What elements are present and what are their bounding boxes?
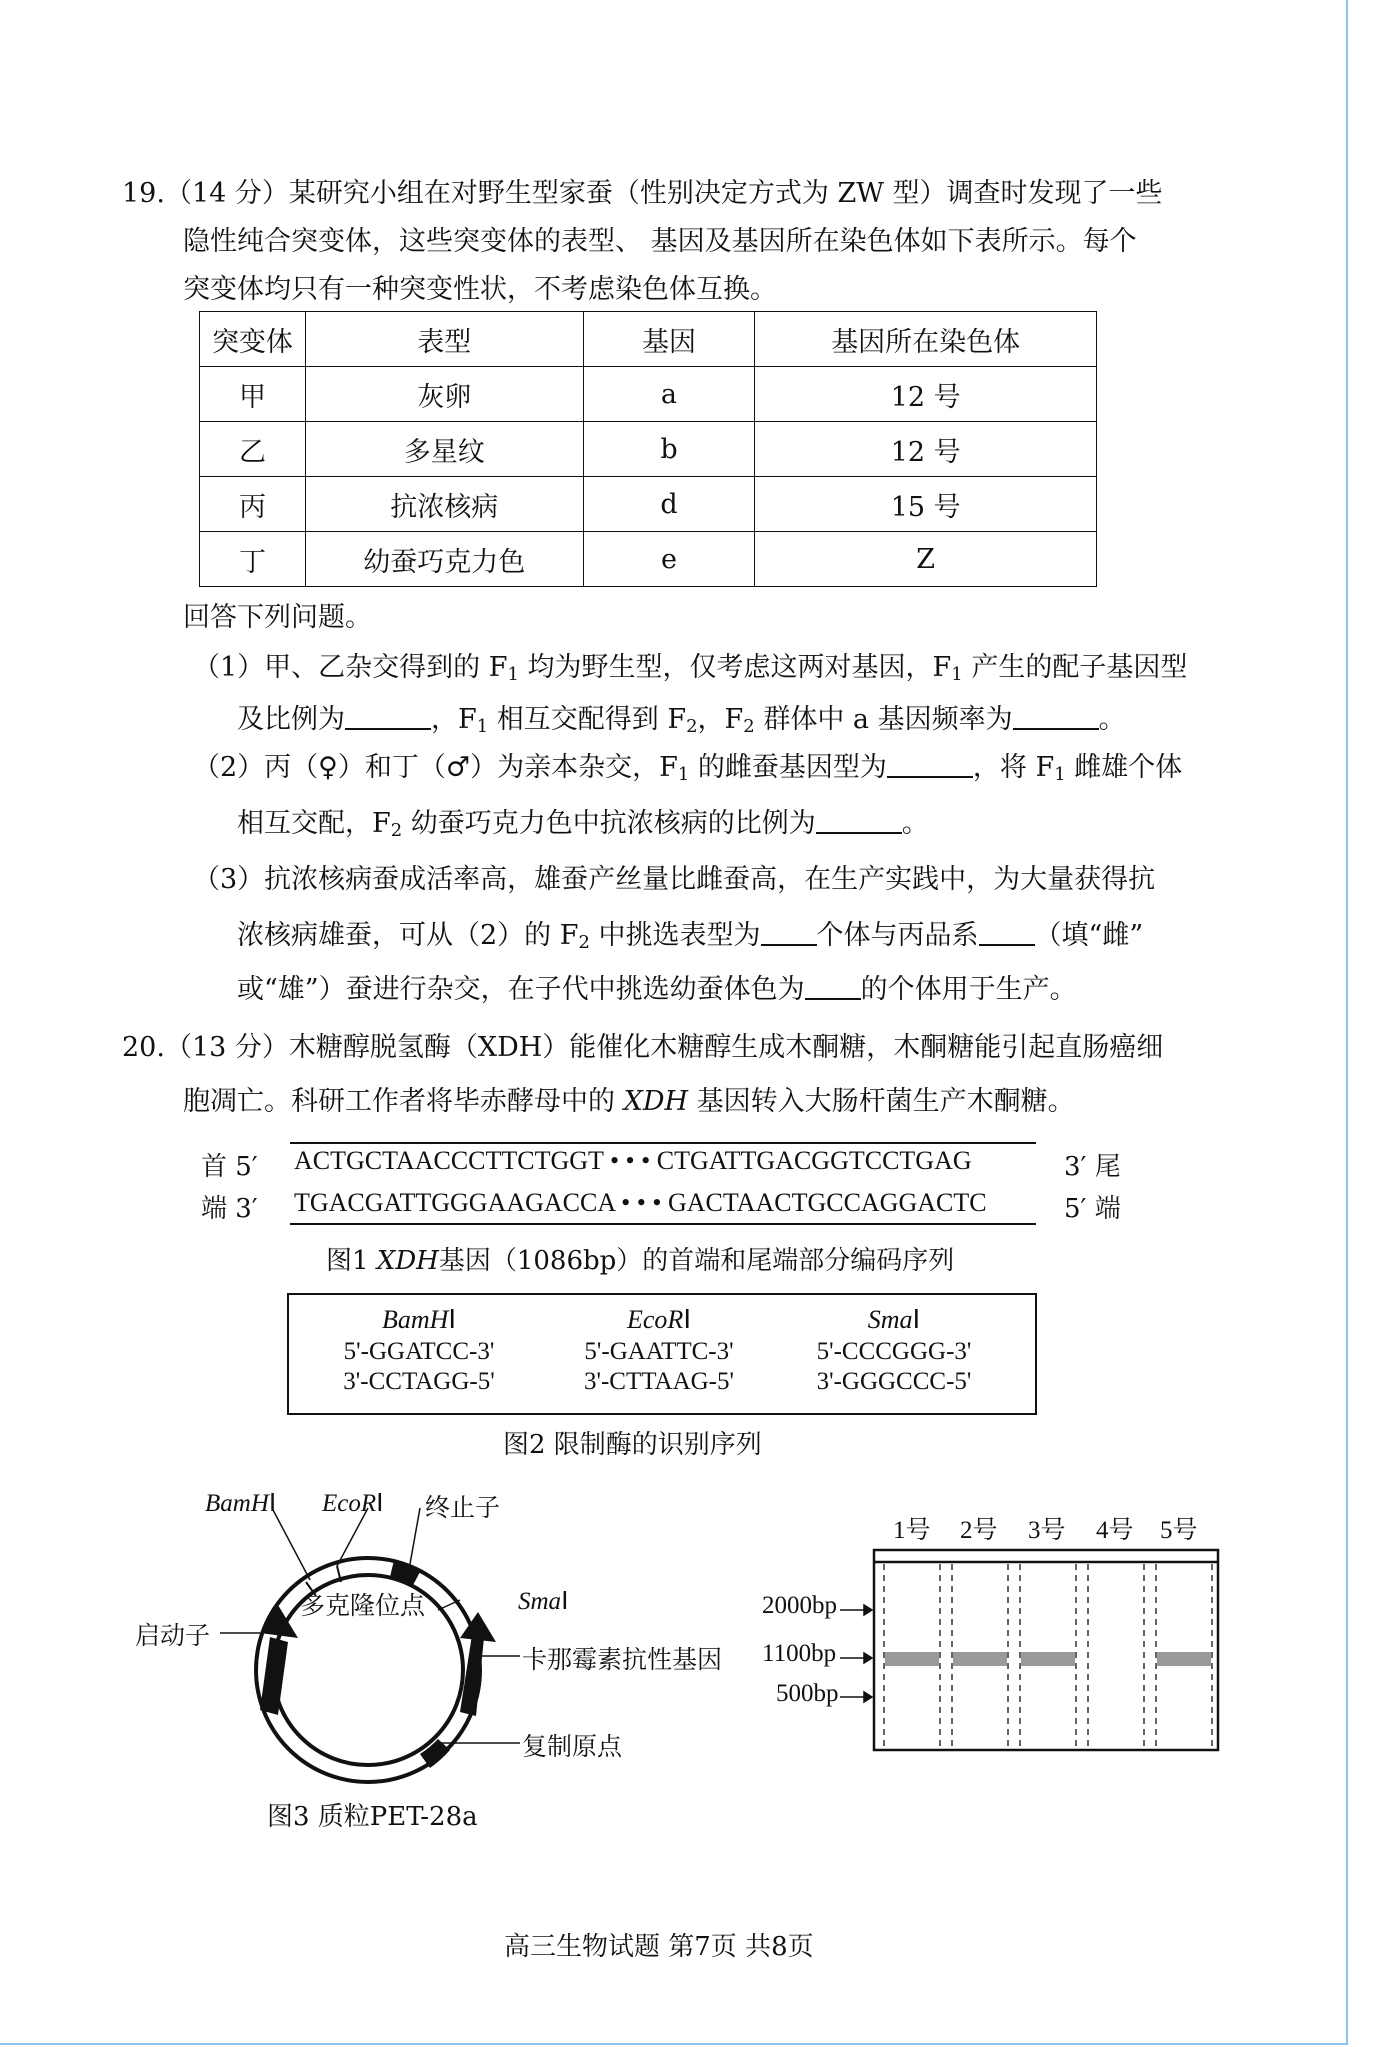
q19-prompt: 回答下列问题。 xyxy=(183,602,372,633)
table-row xyxy=(200,477,1097,532)
table-cell: 甲 xyxy=(200,367,306,422)
q19-line-1: 19.（14 分）某研究小组在对野生型家蚕（性别决定方式为 ZW 型）调查时发现了一些 xyxy=(122,178,1163,209)
subscript: 2 xyxy=(390,820,403,841)
text-run: 个体与丙品系 xyxy=(816,920,979,951)
answer-blank[interactable] xyxy=(979,918,1035,946)
enzyme-numeral: Ⅰ xyxy=(448,1305,457,1334)
text-run: 浓核病雄蚕，可从（2）的 F xyxy=(237,920,579,951)
table-row xyxy=(200,422,1097,477)
promoter-label: 启动子 xyxy=(135,1623,211,1650)
q19-part2-line2 xyxy=(237,800,929,855)
table-cell: Z xyxy=(755,532,1097,587)
ori-label: 复制原点 xyxy=(522,1734,623,1761)
fig1-bottom-strand: TGACGATTGGGAAGACCA • • • GACTAACTGCCAGGACTC xyxy=(294,1188,987,1217)
table-cell: 乙 xyxy=(200,422,306,477)
text-run: 基因（1086bp）的首端和尾端部分编码序列 xyxy=(438,1246,955,1276)
table-cell: 灰卵 xyxy=(305,367,583,422)
fig1-bottom-strand-line xyxy=(290,1223,1036,1225)
enzyme-seq-top: 5'-GAATTC-3' xyxy=(584,1338,734,1365)
label-text: Sma xyxy=(518,1588,562,1615)
text-run: 相互交配得到 F xyxy=(488,704,687,735)
table-cell: 丙 xyxy=(200,477,306,532)
answer-blank[interactable] xyxy=(887,750,973,778)
enzyme-ecori xyxy=(569,1303,749,1397)
subscript: 1 xyxy=(476,716,489,737)
table-row xyxy=(200,367,1097,422)
lane-label: 1号 xyxy=(893,1517,931,1544)
fig3-caption: 图3 质粒PET-28a xyxy=(267,1802,478,1832)
table-cell: b xyxy=(583,422,755,477)
label-text: Ⅰ xyxy=(376,1490,384,1517)
q19-part3-line3 xyxy=(237,966,1077,1014)
gene-name: XDH xyxy=(623,1086,689,1117)
ecori-label xyxy=(322,1488,384,1518)
enzyme-seq-bottom: 3'-CCTAGG-5' xyxy=(343,1368,495,1395)
text-run: 群体中 a 基因频率为 xyxy=(754,704,1013,735)
subscript: 1 xyxy=(951,664,963,685)
text-run: （填“雌” xyxy=(1034,920,1144,951)
text-run: 胞凋亡。科研工作者将毕赤酵母中的 xyxy=(183,1086,624,1117)
text-run: ，F xyxy=(697,704,744,735)
gel-band xyxy=(1021,1652,1075,1666)
text-run: 。 xyxy=(1098,704,1126,735)
bamhi-label xyxy=(205,1488,276,1518)
text-run: 图1 xyxy=(326,1246,377,1276)
fig1-label-right-top: 3′ 尾 xyxy=(1064,1152,1121,1182)
table-header-cell: 突变体 xyxy=(200,312,306,367)
text-run: 幼蚕巧克力色中抗浓核病的比例为 xyxy=(402,808,816,839)
answer-blank[interactable] xyxy=(816,806,902,834)
lane-label: 2号 xyxy=(960,1517,998,1544)
text-run: 。 xyxy=(901,808,929,839)
text-run: 相互交配，F xyxy=(237,808,391,839)
marker-arrows xyxy=(840,1605,872,1702)
fig1-label-left-top: 首 5′ xyxy=(201,1152,258,1182)
text-run: 均为野生型，仅考虑这两对基因，F xyxy=(518,652,952,683)
answer-blank[interactable] xyxy=(1013,702,1099,730)
lane-label: 4号 xyxy=(1096,1517,1134,1544)
enzyme-seq-bottom: 3'-CTTAAG-5' xyxy=(583,1368,735,1395)
q19-part3-line1: （3）抗浓核病蚕成活率高，雄蚕产丝量比雌蚕高，在生产实践中，为大量获得抗 xyxy=(193,864,1156,895)
leader-line xyxy=(272,1508,310,1580)
gel-frame xyxy=(874,1550,1218,1750)
enzyme-name: BamH xyxy=(381,1305,449,1334)
subscript: 2 xyxy=(578,932,590,953)
table-cell: 12 号 xyxy=(755,367,1097,422)
q19-line-2: 隐性纯合突变体，这些突变体的表型、 基因及基因所在染色体如下表所示。每个 xyxy=(183,226,1137,257)
marker-label: 500bp xyxy=(776,1680,839,1707)
page-footer: 高三生物试题 第7页 共8页 xyxy=(504,1932,814,1962)
subscript: 1 xyxy=(507,664,519,685)
table-header-cell: 表型 xyxy=(305,312,583,367)
marker-label: 2000bp xyxy=(762,1592,837,1619)
gel-band xyxy=(953,1652,1007,1666)
smai-label xyxy=(518,1586,568,1616)
table-row xyxy=(200,532,1097,587)
text-run: 的个体用于生产。 xyxy=(860,974,1077,1005)
lane-label: 5号 xyxy=(1160,1517,1198,1544)
table-cell: 抗浓核病 xyxy=(305,477,583,532)
q20-line-2 xyxy=(183,1078,1075,1126)
leader-line xyxy=(438,1600,460,1610)
gel-diagram xyxy=(840,1540,1230,1760)
enzyme-name: EcoR xyxy=(627,1305,684,1334)
mutant-table xyxy=(199,311,1097,587)
terminator-label: 终止子 xyxy=(425,1495,501,1522)
text-run: 的雌蚕基因型为 xyxy=(689,752,887,783)
enzyme-seq-bottom: 3'-GGGCCC-5' xyxy=(816,1368,972,1395)
gel-lanes xyxy=(884,1564,1212,1748)
q19-part3-line2 xyxy=(237,912,1143,967)
text-run: （1）甲、乙杂交得到的 F xyxy=(193,652,508,683)
label-text: BamH xyxy=(205,1490,269,1517)
table-cell: d xyxy=(583,477,755,532)
fig2-caption: 图2 限制酶的识别序列 xyxy=(503,1430,762,1460)
enzyme-name: Sma xyxy=(867,1305,913,1334)
gel-band xyxy=(1157,1652,1211,1666)
table-cell: 幼蚕巧克力色 xyxy=(305,532,583,587)
q19-part2-line1 xyxy=(193,744,1182,799)
enzyme-numeral: Ⅰ xyxy=(912,1305,921,1334)
answer-blank[interactable] xyxy=(345,702,431,730)
table-header-cell: 基因 xyxy=(583,312,755,367)
gene-name: XDH xyxy=(376,1246,439,1276)
text-run: 基因转入大肠杆菌生产木酮糖。 xyxy=(688,1086,1075,1117)
text-run: 或“雄”）蚕进行杂交，在子代中挑选幼蚕体色为 xyxy=(237,974,805,1005)
text-run: ，F xyxy=(431,704,477,735)
subscript: 2 xyxy=(743,716,755,737)
text-run: ，将 F xyxy=(972,752,1055,783)
enzyme-table-box xyxy=(287,1293,1037,1415)
label-text: Ⅰ xyxy=(268,1490,277,1517)
enzyme-smai xyxy=(804,1303,984,1397)
text-run: 及比例为 xyxy=(237,704,345,735)
q19-part1-line2 xyxy=(237,696,1126,751)
fig1-top-strand-line xyxy=(290,1142,1036,1144)
table-cell: 12 号 xyxy=(755,422,1097,477)
enzyme-numeral: Ⅰ xyxy=(683,1305,691,1334)
table-cell: 丁 xyxy=(200,532,306,587)
text-run: （2）丙（♀）和丁（♂）为亲本杂交，F xyxy=(193,752,678,783)
gel-band xyxy=(885,1652,939,1666)
kan-resistance-label: 卡那霉素抗性基因 xyxy=(522,1647,723,1674)
table-header-row xyxy=(200,312,1097,367)
table-header-cell: 基因所在染色体 xyxy=(755,312,1097,367)
fig1-label-right-bottom: 5′ 端 xyxy=(1064,1194,1121,1224)
table-cell: 多星纹 xyxy=(305,422,583,477)
enzyme-seq-top: 5'-CCCGGG-3' xyxy=(816,1338,972,1365)
leader-line xyxy=(410,1508,420,1564)
fig1-top-strand: ACTGCTAACCCTTCTGGT • • • CTGATTGACGGTCCTGAG xyxy=(294,1146,972,1175)
lane-label: 3号 xyxy=(1028,1517,1066,1544)
subscript: 1 xyxy=(1054,764,1066,785)
subscript: 1 xyxy=(677,764,690,785)
text-run: 中挑选表型为 xyxy=(589,920,761,951)
subscript: 2 xyxy=(686,716,698,737)
marker-label: 1100bp xyxy=(762,1640,837,1667)
table-cell: e xyxy=(583,532,755,587)
enzyme-seq-top: 5'-GGATCC-3' xyxy=(343,1338,495,1365)
q20-line-1: 20.（13 分）木糖醇脱氢酶（XDH）能催化木糖醇生成木酮糖，木酮糖能引起直肠癌细 xyxy=(122,1032,1164,1063)
enzyme-bamhi xyxy=(329,1303,509,1397)
mcs-label: 多克隆位点 xyxy=(300,1593,426,1620)
label-text: Ⅰ xyxy=(561,1588,569,1615)
q19-line-3: 突变体均只有一种突变性状，不考虑染色体互换。 xyxy=(183,274,777,305)
text-run: 产生的配子基因型 xyxy=(962,652,1188,683)
answer-blank[interactable] xyxy=(761,918,817,946)
answer-blank[interactable] xyxy=(805,972,861,1000)
promoter-arrow xyxy=(260,1637,288,1715)
table-cell: 15 号 xyxy=(755,477,1097,532)
fig1-caption xyxy=(326,1240,954,1277)
text-run: 雌雄个体 xyxy=(1065,752,1183,783)
label-text: EcoR xyxy=(322,1490,377,1517)
q19-part1-line1 xyxy=(193,644,1187,699)
fig1-label-left-bottom: 端 3′ xyxy=(201,1194,258,1224)
table-cell: a xyxy=(583,367,755,422)
